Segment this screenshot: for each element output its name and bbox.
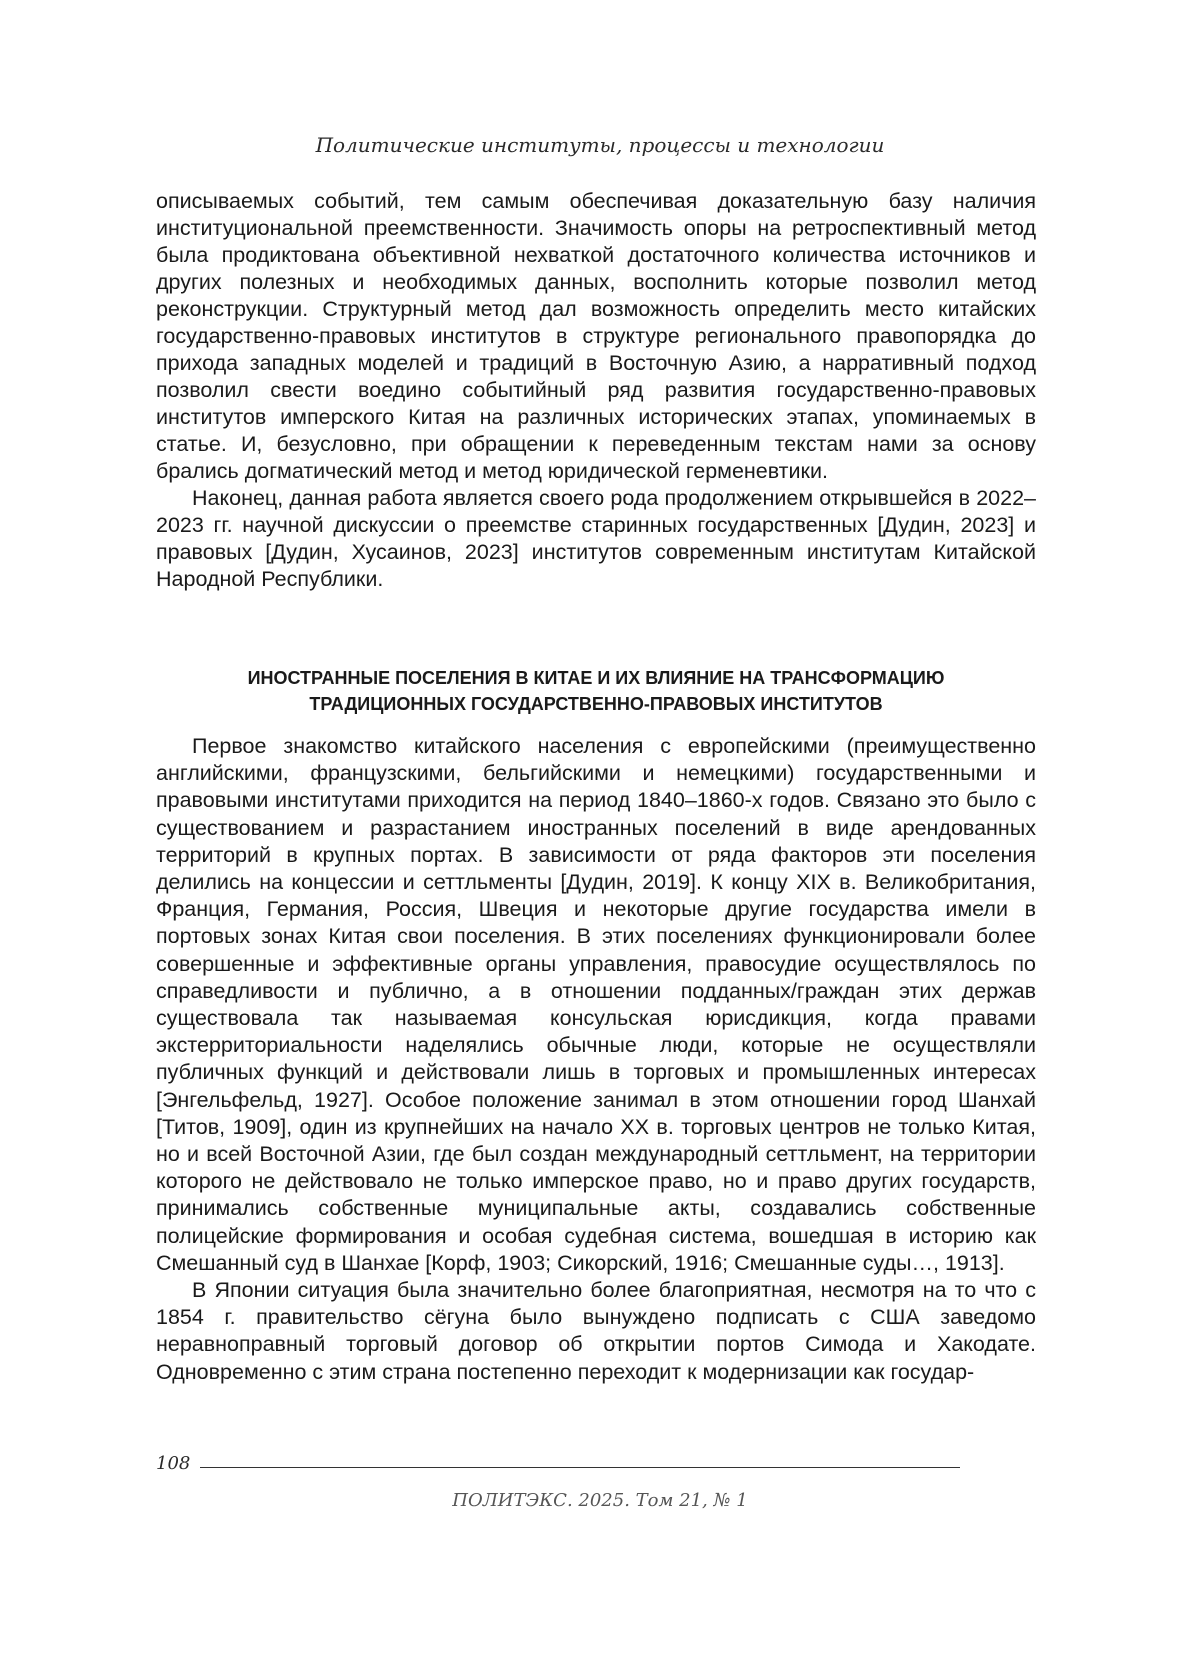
paragraph: описываемых событий, тем самым обеспечивая доказательную базу наличия институциональной преемственности. Значимость опоры на ретроспективный метод была продиктована объективной нехваткой достаточного количества источников и других полезных и необходимых данных, восполнить которые позволил метод реконструкции. Структурный метод дал возможность определить место китайских государственно-правовых институтов в структуре регионального правопорядка до прихода западных моделей и традиций в Восточную Азию, а нарративный подход позволил свести воедино событийный ряд развития государственно-правовых институтов имперского Китая на различных исторических этапах, упоминаемых в статье. И, безусловно, при обращении к переведенным текстам нами за основу брались догматический метод и метод юридической герменевтики. [156, 189, 1036, 483]
body-section-1 [156, 188, 1036, 593]
page-number: 108 [156, 1453, 191, 1474]
section-heading-line: ТРАДИЦИОННЫХ ГОСУДАРСТВЕННО-ПРАВОВЫХ ИНСТИТУТОВ [309, 694, 883, 714]
footer-rule [200, 1467, 960, 1468]
paragraph: Первое знакомство китайского населения с европейскими (преимущественно английскими, французскими, бельгийскими и немецкими) государственными и правовыми институтами приходится на период 1840–1860-х годов. Связано это было с существованием и разрастанием иностранных поселений в виде арендованных территорий в крупных портах. В зависимости от ряда факторов эти поселения делились на концессии и сеттльменты [Дудин, 2019]. К концу XIX в. Великобритания, Франция, Германия, Россия, Швеция и некоторые другие государства имели в портовых зонах Китая свои поселения. В этих поселениях функционировали более совершенные и эффективные органы управления, правосудие осуществлялось по справедливости и публично, а в отношении подданных/граждан этих держав существовала так называемая консульская юрисдикция, когда правами экстерриториальности наделялись обычные люди, которые не осуществляли публичных функций и действовали лишь в торговых и промышленных интересах [Энгельфельд, 1927]. Особое положение занимал в этом отношении город Шанхай [Титов, 1909], один из крупнейших на начало XX в. торговых центров не только Китая, но и всей Восточной Азии, где был создан международный сеттльмент, на территории которого не действовало не только имперское право, но и право других государств, принимались собственные муниципальные акты, создавались собственные полицейские формирования и особая судебная система, вошедшая в историю как Смешанный суд в Шанхае [Корф, 1903; Сикорский, 1916; Смешанные суды…, 1913]. [156, 734, 1036, 1275]
paragraph: Наконец, данная работа является своего рода продолжением открывшейся в 2022–2023 гг. научной дискуссии о преемстве старинных государственных [Дудин, 2023] и правовых [Дудин, Хусаинов, 2023] институтов современным институтам Китайской Народной Республики. [156, 486, 1036, 591]
paragraph: В Японии ситуация была значительно более благоприятная, несмотря на то что с 1854 г. правительство сёгуна было вынуждено подписать с США заведомо неравноправный торговый договор об открытии портов Симода и Хакодате. Одновременно с этим страна постепенно переходит к модернизации как государ- [156, 1278, 1036, 1384]
journal-footer: ПОЛИТЭКС. 2025. Том 21, № 1 [452, 1490, 748, 1511]
section-heading-line: ИНОСТРАННЫЕ ПОСЕЛЕНИЯ В КИТАЕ И ИХ ВЛИЯНИЕ НА ТРАНСФОРМАЦИЮ [247, 668, 945, 688]
body-section-2 [156, 733, 1036, 1386]
section-heading [156, 665, 1036, 717]
running-head: Политические институты, процессы и технологии [315, 133, 885, 157]
